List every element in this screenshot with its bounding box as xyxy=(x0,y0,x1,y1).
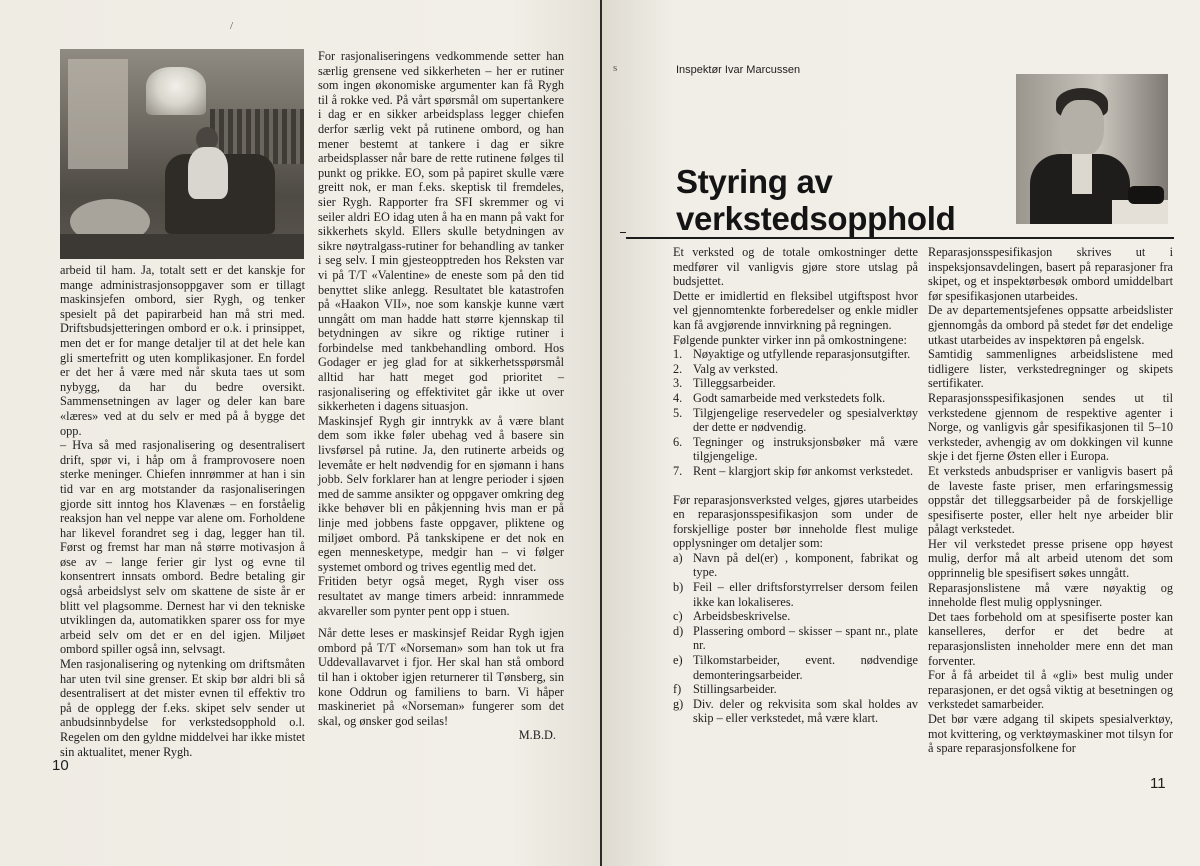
pen-mark: / xyxy=(230,20,234,32)
list-item: c) Arbeidsbeskrivelse. xyxy=(673,609,791,624)
left-column-1 xyxy=(60,263,305,759)
living-room-photo xyxy=(60,49,304,259)
paragraph: Reparasjonsspesifikasjonen sendes ut til verkstedene gjennom de respektive agenter i Norge, og vanligvis går spesifikasjonen til 5–10 verksteder, avhengig av om dokkingen vil kunne skje i det fjerne Østen eller i Europa. xyxy=(928,390,1173,464)
paragraph: Samtidig sammenlignes arbeidslistene med tidligere lister, verkstedregninger og skipets sertifikater. xyxy=(928,347,1173,391)
list-item: f) Stillingsarbeider. xyxy=(673,682,777,697)
paragraph: Her vil verkstedet presse prisene opp høyest mulig, derfor må alt arbeid utenom det som opprinnelig ble spesifisert søkes unngått. xyxy=(928,536,1173,581)
list-item: b) Feil – eller driftsforstyrrelser dersom feilen ikke kan lokaliseres. xyxy=(673,580,918,609)
chandelier xyxy=(146,67,206,115)
list-item: e) Tilkomstarbeider, event. nødvendige demonteringsarbeider. xyxy=(673,653,918,682)
headline-line: Styring av xyxy=(676,163,833,200)
paragraph: Reparasjonslistene må være nøyaktig og inneholde flest mulig opplysninger. xyxy=(928,580,1173,610)
list-item: 7. Rent – klargjort skip før ankomst verkstedet. xyxy=(673,463,914,478)
paragraph: Det bør være adgang til skipets spesialverktøy, mot kvittering, og verktøymaskiner mot tilsyn for å spare reparasjonsfolkene for xyxy=(928,712,1173,756)
left-column-2 xyxy=(318,49,564,743)
list-item: g) Div. deler og rekvisita som skal holdes av skip – eller verkstedet, må være klart. xyxy=(673,696,918,726)
right-column-1 xyxy=(673,245,918,726)
telephone xyxy=(1128,186,1164,204)
list-item: 6. Tegninger og instruksjonsbøker må være tilgjengelige. xyxy=(673,434,918,464)
page-number: 10 xyxy=(52,757,69,774)
paragraph: Et verksted og de totale omkostninger dette medfører vil vanligvis gjøre store utslag på budsjettet. xyxy=(673,245,918,289)
paragraph: Et verksteds anbudspriser er vanligvis basert på de laveste faste priser, men erfaringsmessig oppstår det tilleggsarbeider på de forskjellige spesifiserte poster, eller helt nye arbeider blir pålagt verkstedet. xyxy=(928,463,1173,537)
headline-rule xyxy=(626,237,1174,239)
paragraph: For rasjonaliseringens vedkommende setter han særlig grensene ved sikkerheten – her er rutiner som ingen økonomiske argumenter kan få Rygh til å rokke ved. På vårt spørsmål om supertankere i dag er en sikker arbeidsplass legger chiefen derfor særlig vekt på rutinene ombord, og han mener bestemt at tankere i dag er sikre arbeidsplasser når bare de rette rutinene følges til punkt og prikke. EO, som på papiret skulle være greitt nok, er man f.eks. skeptisk til fremdeles, sier Rygh. Rapporter fra SFI skremmer og vi seiler aldri EO idag uten å ha en mann på vakt for sikkerhets skyld. Ellers skulle betydningen av sikre nøytralgass-rutiner for behandling av tanker i seg selv. I min gjesteopptreden hos Reksten var vi på T/T «Valentine» de eneste som på den tid benyttet slike anlegg. Resultatet ble katastrofen på «Haakon VII», noe som kanskje kunne vært unngått om man hadde hatt større kjennskap til betydningen av sikre og riktige rutiner i forbindelse med tankbehandling ombord. Hos Godager er jeg glad for at sikkerhetsspørsmål alltid har hatt meget god prioritet – rasjonalisering og effektivitet går ikke ut over sikkerheten i dagens situasjon. xyxy=(318,49,564,414)
inspector-portrait-photo xyxy=(1016,74,1168,224)
byline: Inspektør Ivar Marcussen xyxy=(676,64,801,76)
paragraph: arbeid til ham. Ja, totalt sett er det kanskje for mange administrasjonsoppgaver som er tillagt maskinsjefen ombord, sier Rygh, og tenker spesielt på det papirarbeid han må stri med. Driftsbudsjetteringen ombord er o.k. i prinsippet, men det er for mange detaljer til at det hele kan gli smertefritt og uten komplikasjoner. En fordel er det her å være med når skuta taes ut som nybygg, da har du bedre oversikt. Sammensetningen av lager og deler kan bare «læres» ved at du selv er med på å bygge det opp. xyxy=(60,263,305,438)
list-item: d) Plassering ombord – skisser – spant nr., plate nr. xyxy=(673,623,918,653)
list-item: 1. Nøyaktige og utfyllende reparasjonsutgifter. xyxy=(673,347,911,362)
list-item: 3. Tilleggsarbeider. xyxy=(673,376,776,391)
page-number: 11 xyxy=(1150,775,1166,792)
paragraph: Når dette leses er maskinsjef Reidar Rygh igjen ombord på T/T «Norseman» som han tok ut fra Uddevallavarvet i fjor. Her skal han stå ombord til han i oktober igjen returnerer til Tønsberg, sin kone Oddrun og familiens to barn. Vi håper maskineriet på «Norseman» fungerer som det skal, og ønsker god seilas! xyxy=(318,626,564,728)
paragraph: Følgende punkter virker inn på omkostningene: xyxy=(673,332,907,347)
right-column-2 xyxy=(928,245,1173,756)
headline-line: verkstedsopphold xyxy=(676,200,956,237)
paragraph: – Hva så med rasjonalisering og desentralisert drift, spør vi, i håp om å framprovosere noen sterke meninger. Chiefen innrømmer at han i sin tid var en arg motstander da rasjonaliseringen gjorde sitt inntog hos Klavenæs – en forståelig reaksjon han vel neppe var alene om. Forholdene har likevel forandret seg i dag, legger han til. Først og fremst har man nå større motivasjon å øse av – lange ferier gir lyst og evne til konsentrert innsats ombord. Bedre betaling gir også arbeidslyst selv om skattene de siste år er blitt vel plagsomme. Dernest har vi den tekniske utviklingen da, automatikken sparer oss for mye arbeid selv om det er en del igjen. Miljøet ombord spiller også inn, selvsagt. xyxy=(60,438,305,657)
paragraph: De av departementsjefenes oppsatte arbeidslister gjennomgås da ombord på stedet før det endelige utkast utarbeides av inspektøren på engelsk. xyxy=(928,303,1173,347)
paragraph: Dette er imidlertid en fleksibel utgiftspost hvor vel gjennomtenkte forberedelser og enkle midler kan få avgjørende innvirkning på regningen. xyxy=(673,288,918,332)
rule-tick xyxy=(620,232,626,233)
paragraph: Reparasjonsspesifikasjon skrives ut i inspeksjonsavdelingen, basert på reparasjoner fra skipet, og et inspektørbesøk ombord umiddelbart før spesifikasjonen utarbeides. xyxy=(928,245,1173,303)
print-mark: s xyxy=(613,62,618,74)
paragraph: For å få arbeidet til å «gli» best mulig under reparasjonen, er det også viktig at besetningen og verkstedet samarbeider. xyxy=(928,668,1173,712)
list-item: a) Navn på del(er) , komponent, fabrikat og type. xyxy=(673,550,918,580)
paragraph: Maskinsjef Rygh gir inntrykk av å være blant dem som ikke føler ubehag ved å basere sin livsførsel på rutine. Ja, den rutinerte arbeids og levemåte er helt nødvendig for en sjømann i hans jobb. Selv forklarer han at lengre perioder i sjøen med de samme ansikter og oppgaver omkring deg ikke behøver bli en påkjenning hvis man er på linje med jobbens faste oppgaver, pliktene og miljøet ombord. På tankskipene er det nok en egen mennesketype, medgir han – vi følger systemet ombord og trives egentlig med det. xyxy=(318,413,564,574)
numbered-list xyxy=(673,347,918,478)
paragraph: Fritiden betyr også meget, Rygh viser oss resultatet av mange timers arbeid: innrammede akvareller som pynter pent opp i stuen. xyxy=(318,574,564,618)
paragraph: Før reparasjonsverksted velges, gjøres utarbeides en reparasjonsspesifikasjon som under de forskjellige poster bør inneholde flest mulige opplysninger om detaljer som: xyxy=(673,492,918,551)
seated-man xyxy=(188,147,228,199)
list-item: 5. Tilgjengelige reservedeler og spesialverktøy der dette er nødvendig. xyxy=(673,405,918,435)
signature: M.B.D. xyxy=(518,728,556,743)
lettered-list xyxy=(673,551,918,726)
list-item: 2. Valg av verksted. xyxy=(673,361,779,376)
list-item: 4. Godt samarbeide med verkstedets folk. xyxy=(673,390,886,405)
headline xyxy=(676,163,955,237)
face xyxy=(1060,100,1104,156)
paragraph: Men rasjonalisering og nytenking om driftsmåten har uten tvil sine grenser. Et skip bør aldri bli så desentralisert at det mister evnen til effektiv tro på de opplegg der f.eks. skipet selv sender ut anbudsinnbydelse for verkstedsopphold o.l. Regelen om den gyldne middelvei har ikke mistet sin aktualitet, mener Rygh. xyxy=(60,657,305,759)
paragraph: Det taes forbehold om at spesifiserte poster kan kanselleres, derfor er det bedre at reparasjonslisten inneholder mere enn det man forventer. xyxy=(928,609,1173,668)
